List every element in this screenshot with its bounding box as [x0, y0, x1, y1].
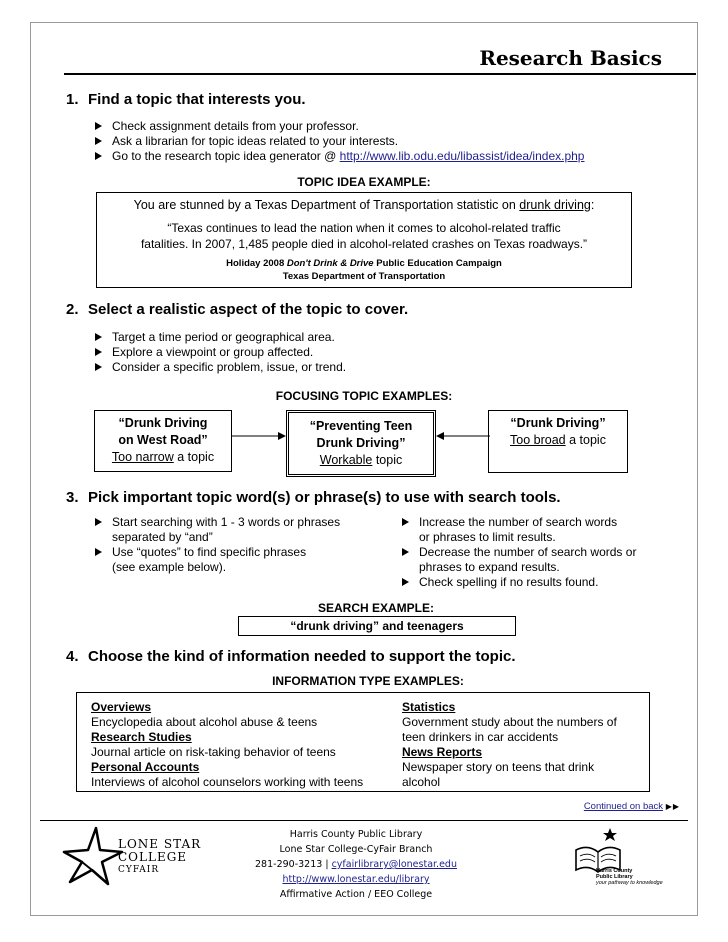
footer-contact — [240, 827, 472, 902]
info-example: teen drinkers in car accidents — [402, 730, 559, 744]
section-4-heading — [66, 648, 516, 665]
topic-idea-example-box — [96, 192, 632, 288]
info-type-overviews: Overviews — [91, 700, 152, 714]
judgement-word: Too narrow — [111, 450, 174, 464]
section-1-number: 1. — [66, 91, 79, 108]
title-rule — [64, 73, 696, 75]
logo-wordmark — [118, 838, 201, 877]
quote-line: “Texas continues to lead the nation when it comes to alcohol-related traffic — [167, 221, 561, 235]
judgement-suffix: a topic — [173, 450, 215, 464]
footer-line: Affirmative Action / EEO College — [279, 889, 433, 900]
box-judgement — [489, 432, 627, 449]
section-1-title: Find a topic that interests you. — [88, 91, 306, 108]
list-item-continued: or phrases to limit results. — [419, 530, 556, 544]
judgement-word: Too broad — [510, 433, 566, 447]
list-item: Consider a specific problem, issue, or trend. — [92, 360, 346, 375]
logo-line: Harris County — [596, 868, 633, 874]
info-type-statistics: Statistics — [402, 700, 456, 714]
box-judgement — [289, 452, 433, 469]
list-item: Ask a librarian for topic ideas related to your interests. — [92, 134, 584, 149]
section-3-left-bullets — [92, 515, 340, 575]
topic-idea-caption: TOPIC IDEA EXAMPLE: — [297, 175, 431, 189]
list-item: Start searching with 1 - 3 words or phrases — [92, 515, 340, 530]
continued-note — [584, 801, 680, 812]
list-item: Check spelling if no results found. — [399, 575, 636, 590]
footer-line: Harris County Public Library — [289, 829, 423, 840]
quote-line: fatalities. In 2007, 1,485 people died in alcohol-related crashes on Texas roadways.” — [140, 237, 588, 251]
section-3-right-bullets — [399, 515, 636, 590]
section-3-title: Pick important topic word(s) or phrase(s) to use with search tools. — [88, 489, 561, 506]
arrow-right-icon — [232, 430, 288, 442]
source-suffix: Public Education Campaign — [373, 258, 502, 269]
info-type-personal-accounts: Personal Accounts — [91, 760, 200, 774]
info-example: Interviews of alcohol counselors working with teens — [91, 775, 364, 789]
separator: | — [322, 859, 332, 870]
source-line — [97, 257, 631, 270]
box-line: “Preventing Teen — [309, 419, 413, 433]
email-link[interactable]: cyfairlibrary@lonestar.edu — [331, 859, 457, 870]
source-prefix: Holiday 2008 — [226, 258, 287, 269]
lone-star-college-logo — [62, 826, 202, 888]
list-item-continued: (see example below). — [112, 560, 227, 574]
list-item: Decrease the number of search words or — [399, 545, 636, 560]
source-dept: Texas Department of Transportation — [282, 271, 446, 282]
logo-line: LONE STAR — [118, 837, 202, 851]
section-2-number: 2. — [66, 301, 79, 318]
footer-line: Lone Star College-CyFair Branch — [279, 844, 433, 855]
info-example: Government study about the numbers of — [402, 715, 617, 729]
section-2-heading — [66, 301, 408, 318]
search-query-box: “drunk driving” and teenagers — [238, 616, 516, 636]
information-type-caption: INFORMATION TYPE EXAMPLES: — [272, 674, 464, 688]
box-line: “Drunk Driving” — [510, 416, 606, 430]
forward-arrows-icon: ▶▶ — [665, 802, 680, 811]
box-line: Drunk Driving” — [316, 436, 406, 450]
example-intro — [97, 198, 631, 212]
info-example: Journal article on risk-taking behavior of teens — [91, 745, 336, 759]
list-item: Check assignment details from your professor. — [92, 119, 584, 134]
box-judgement — [95, 449, 231, 466]
section-2-title: Select a realistic aspect of the topic to cover. — [88, 301, 409, 318]
box-line: “Drunk Driving — [118, 416, 208, 430]
example-source — [97, 257, 631, 283]
campaign-name: Don't Drink & Drive — [286, 258, 374, 269]
info-right-column — [402, 700, 617, 790]
information-type-box — [76, 692, 650, 792]
continued-link[interactable]: Continued on back — [583, 801, 664, 812]
workable-box — [286, 410, 436, 477]
section-4-title: Choose the kind of information needed to support the topic. — [88, 648, 516, 665]
logo-line: COLLEGE — [118, 850, 188, 864]
harris-county-library-logo — [568, 824, 668, 888]
section-1-bullets — [92, 119, 584, 164]
judgement-suffix: a topic — [565, 433, 606, 447]
info-example: Newspaper story on teens that drink — [402, 760, 595, 774]
intro-text: You are stunned by a Texas Department of Transportation statistic on — [133, 198, 520, 212]
page-title: Research Basics — [479, 46, 662, 70]
library-logo-text — [596, 868, 663, 886]
focusing-topic-caption: FOCUSING TOPIC EXAMPLES: — [275, 389, 453, 403]
section-3-number: 3. — [66, 489, 79, 506]
info-example: alcohol — [402, 775, 441, 789]
footer-rule — [40, 820, 688, 821]
logo-line: Public Library — [596, 874, 633, 880]
box-line: on West Road” — [118, 433, 208, 447]
list-item-continued: phrases to expand results. — [419, 560, 560, 574]
too-broad-box — [488, 410, 628, 473]
too-narrow-box — [94, 410, 232, 472]
phone-number: 281-290-3213 — [255, 859, 323, 870]
section-3-heading — [66, 489, 561, 506]
judgement-suffix: topic — [372, 453, 403, 467]
logo-line: CYFAIR — [118, 865, 160, 875]
intro-topic: drunk driving — [519, 198, 591, 212]
logo-tagline: your pathway to knowledge — [596, 880, 663, 886]
footer-phone-email — [240, 857, 472, 872]
example-quote — [97, 220, 631, 252]
info-left-column — [91, 700, 363, 790]
section-4-number: 4. — [66, 648, 79, 665]
info-type-research-studies: Research Studies — [91, 730, 192, 744]
search-example-caption: SEARCH EXAMPLE: — [317, 601, 434, 615]
list-item: Explore a viewpoint or group affected. — [92, 345, 346, 360]
section-2-bullets — [92, 330, 346, 375]
list-item-continued: separated by “and” — [112, 530, 213, 544]
list-item: Target a time period or geographical area. — [92, 330, 346, 345]
star-icon — [62, 826, 124, 888]
list-item — [92, 149, 584, 164]
judgement-word: Workable — [319, 453, 373, 467]
bullet-text: Go to the research topic idea generator @ — [112, 149, 340, 163]
topic-generator-link[interactable]: http://www.lib.odu.edu/libassist/idea/index.php — [339, 149, 585, 163]
list-item: Increase the number of search words — [399, 515, 636, 530]
intro-colon: : — [590, 198, 595, 212]
arrow-left-icon — [434, 430, 490, 442]
library-url-link[interactable]: http://www.lonestar.edu/library — [282, 874, 430, 885]
info-example: Encyclopedia about alcohol abuse & teens — [91, 715, 318, 729]
section-1-heading — [66, 91, 306, 108]
list-item: Use “quotes” to find specific phrases — [92, 545, 340, 560]
info-type-news-reports: News Reports — [402, 745, 483, 759]
